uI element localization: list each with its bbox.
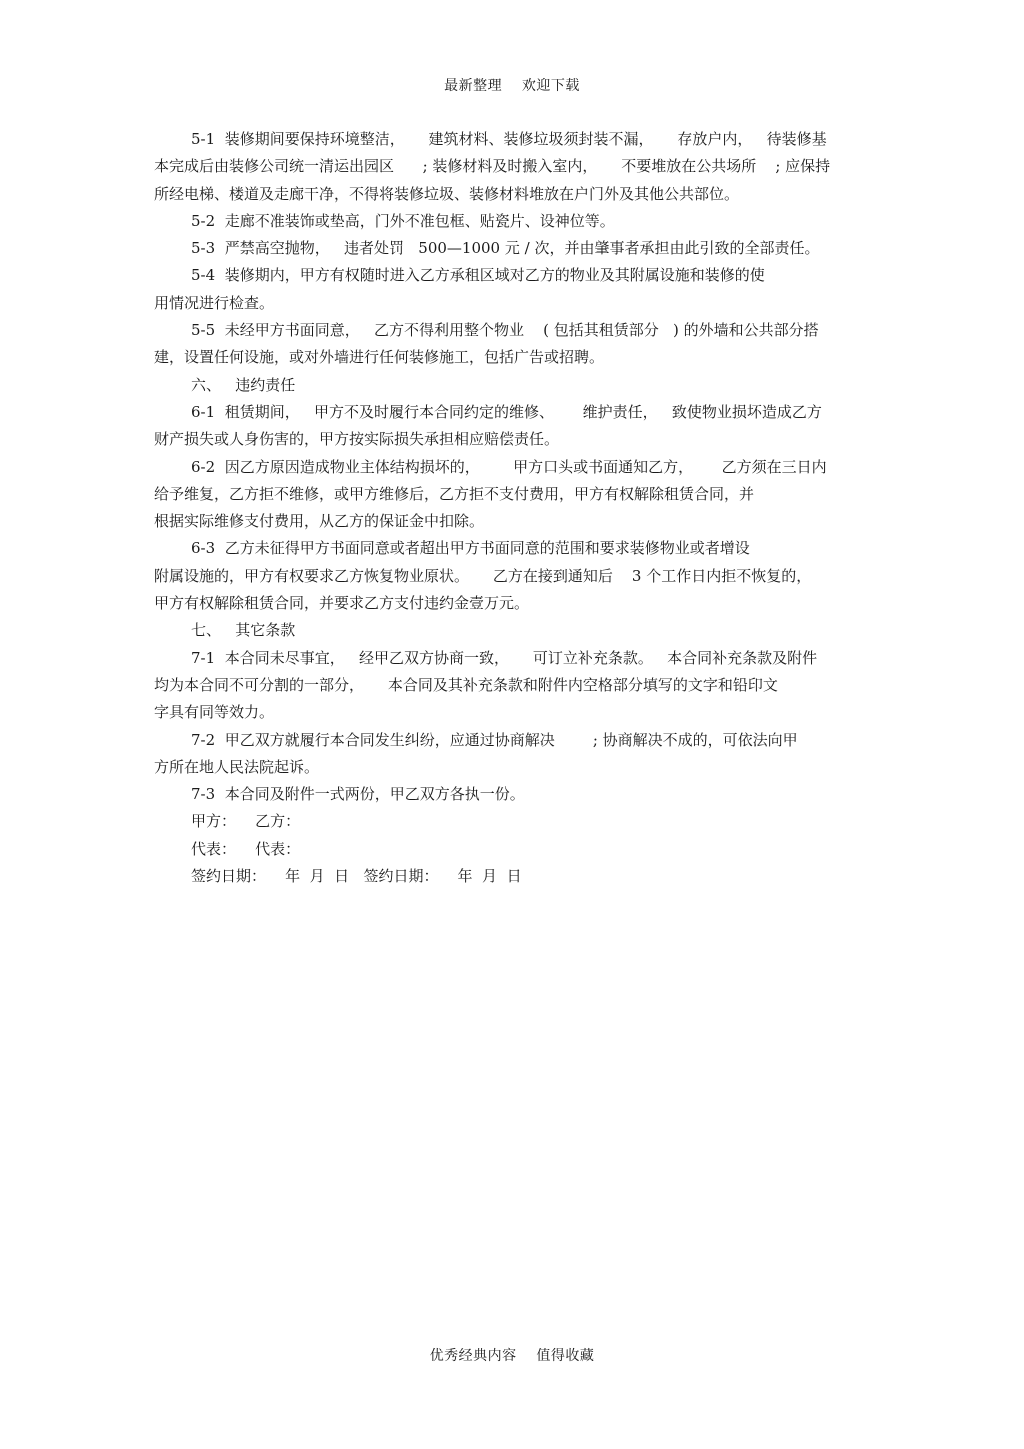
text-line-5-4-a: 5-4 装修期内，甲方有权随时进入乙方承租区域对乙方的物业及其附属设施和装修的使 (191, 266, 765, 285)
text-line-6-3-c: 甲方有权解除租赁合同，并要求乙方支付违约金壹万元。 (154, 594, 530, 613)
text-line-7-2-a: 7-2 甲乙双方就履行本合同发生纠纷，应通过协商解决 ; 协商解决不成的，可依法向甲 (191, 730, 798, 749)
text-line-7-1-b: 均为本合同不可分割的一部分， 本合同及其补充条款和附件内空格部分填写的文字和铅印文 (154, 675, 778, 694)
text-line-5-3: 5-3 严禁高空抛物， 违者处罚 500—1000 元 / 次，并由肇事者承担由此引致的全部责任。 (191, 239, 820, 258)
text-line-6-2-a: 6-2 因乙方原因造成物业主体结构损坏的， 甲方口头或书面通知乙方， 乙方须在三日内 (191, 457, 827, 476)
text-line-5-4-b: 用情况进行检查。 (154, 293, 275, 312)
text-line-7-1-c: 字具有同等效力。 (154, 703, 275, 722)
text-line-7-3: 7-3 本合同及附件一式两份，甲乙双方各执一份。 (191, 785, 525, 804)
text-line-5-5-a: 5-5 未经甲方书面同意， 乙方不得利用整个物业 ( 包括其租赁部分 ) 的外墙和公共部分搭 (191, 321, 819, 340)
section-heading-6: 六、 违约责任 (191, 375, 296, 394)
text-line-6-3-a: 6-3 乙方未征得甲方书面同意或者超出甲方书面同意的范围和要求装修物业或者增设 (191, 539, 750, 558)
text-line-5-5-b: 建，设置任何设施，或对外墙进行任何装修施工，包括广告或招聘。 (154, 348, 605, 367)
section-heading-7: 七、 其它条款 (191, 621, 296, 640)
signature-party-line: 甲方： 乙方： (191, 812, 301, 831)
page-header: 最新整理 欢迎下载 (444, 78, 580, 94)
text-line-5-1-a: 5-1 装修期间要保持环境整洁， 建筑材料、装修垃圾须封装不漏， 存放户内， 待装修基 (191, 130, 827, 148)
text-line-7-2-b: 方所在地人民法院起诉。 (154, 757, 320, 776)
text-line-7-1-a: 7-1 本合同未尽事宜， 经甲乙双方协商一致， 可订立补充条款。 本合同补充条款及附件 (191, 648, 818, 667)
text-line-5-1-b: 本完成后由装修公司统一清运出园区 ; 装修材料及时搬入室内， 不要堆放在公共场所 ; 应保持 (154, 157, 831, 176)
signature-representative-line: 代表： 代表： (191, 839, 301, 858)
text-line-6-1-a: 6-1 租赁期间， 甲方不及时履行本合同约定的维修、 维护责任， 致使物业损坏造成乙方 (191, 402, 822, 421)
text-line-6-3-b: 附属设施的，甲方有权要求乙方恢复物业原状。 乙方在接到通知后 3 个工作日内拒不恢复的， (154, 566, 812, 585)
text-line-5-2: 5-2 走廊不准装饰或垫高，门外不准包框、贴瓷片、设神位等。 (191, 211, 615, 230)
document-body (154, 126, 866, 890)
signature-date-line: 签约日期： 年 月 日 签约日期： 年 月 日 (191, 867, 522, 886)
text-line-6-1-b: 财产损失或人身伤害的，甲方按实际损失承担相应赔偿责任。 (154, 430, 560, 449)
text-line-6-2-b: 给予维复，乙方拒不维修，或甲方维修后，乙方拒不支付费用，甲方有权解除租赁合同，并 (154, 484, 755, 503)
text-line-6-2-c: 根据实际维修支付费用，从乙方的保证金中扣除。 (154, 512, 485, 531)
page-footer: 优秀经典内容 值得收藏 (429, 1348, 595, 1364)
text-line-5-1-c: 所经电梯、楼道及走廊干净，不得将装修垃圾、装修材料堆放在户门外及其他公共部位。 (154, 184, 740, 203)
